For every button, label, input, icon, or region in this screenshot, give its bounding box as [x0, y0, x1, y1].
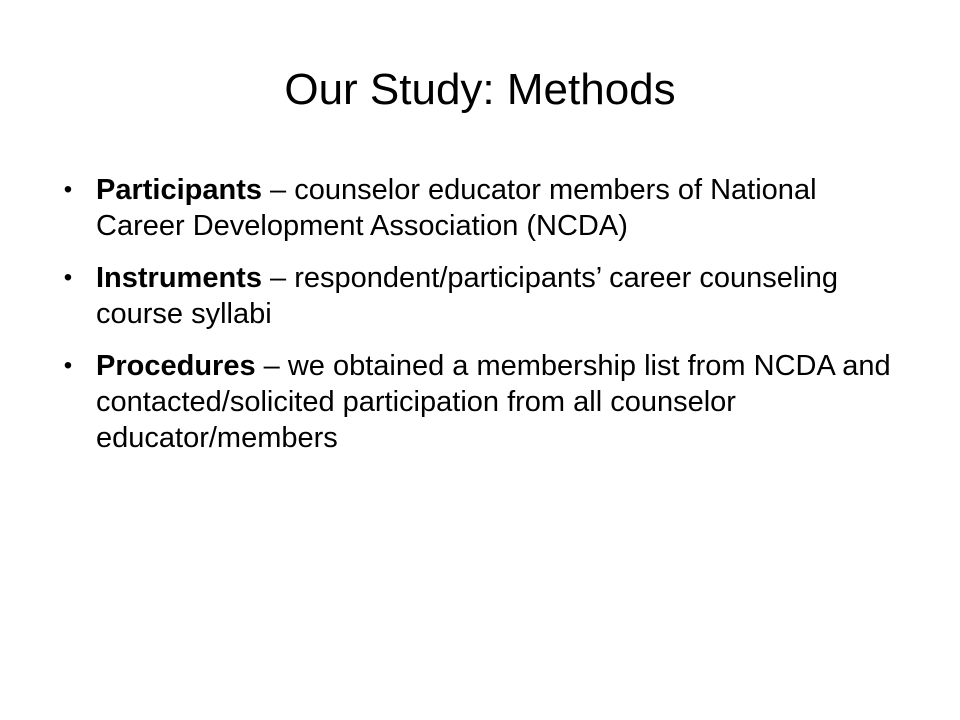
slide-title: Our Study: Methods: [284, 65, 676, 114]
bullet-dot-icon: •: [63, 352, 73, 379]
bullet-item-participants: [58, 172, 904, 244]
bullet-text: – we obtained a membership list from NCDA and contacted/solicited participation from all counselor educator/members: [96, 350, 891, 454]
bullet-term: Participants: [96, 174, 262, 206]
bullet-item-procedures: [58, 348, 904, 456]
bullet-list: [58, 172, 904, 472]
bullet-text: – counselor educator members of National Career Development Association (NCDA): [96, 174, 817, 242]
bullet-dot-icon: •: [63, 264, 73, 291]
bullet-item-instruments: [58, 260, 904, 332]
bullet-text: – respondent/participants’ career counseling course syllabi: [96, 262, 839, 330]
bullet-term: Instruments: [96, 262, 262, 294]
bullet-term: Procedures: [96, 350, 256, 382]
bullet-dot-icon: •: [63, 176, 73, 203]
